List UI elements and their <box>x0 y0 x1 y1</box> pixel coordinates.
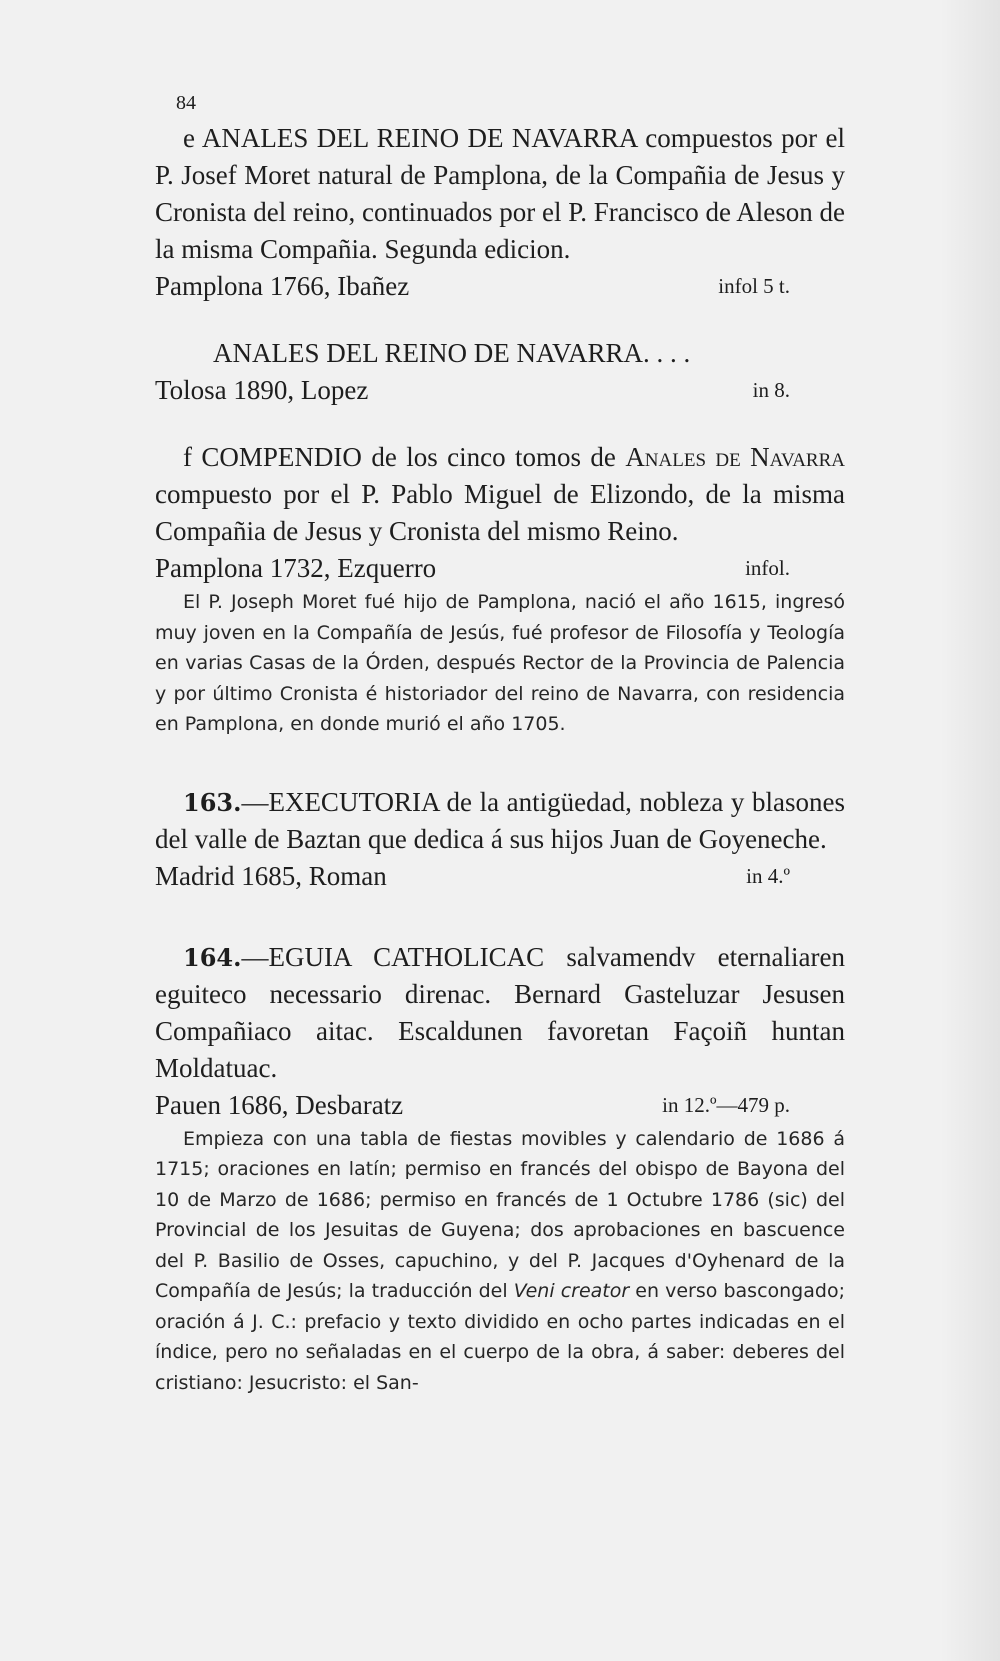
imprint-place-date: Pamplona 1732, Ezquerro <box>155 553 437 583</box>
imprint-place-date: Pauen 1686, Desbaratz <box>155 1089 404 1120</box>
entry-title-text: ANALES DEL REINO DE NAVARRA compuestos por el P. Josef Moret natural de Pamplona, de la Compañia de Jesus y Cronista del reino, continuados por el P. Francisco de Aleson de la misma Compañia. Segunda edicion. <box>155 123 845 264</box>
entry-anales-tolosa <box>155 335 845 409</box>
entry-body <box>155 439 845 550</box>
format: in 4.º <box>746 863 790 888</box>
note-text: El P. Joseph Moret fué hijo de Pamplona, nació el año 1615, ingresó muy joven en la Compañía de Jesús, fué profesor de Filosofía y Teología en varias Casas de la Órden, después Rector de la Provincia de Palencia y por último Cronista é historiador del reino de Navarra, con residencia en Pamplona, en donde murió el año 1705. <box>155 591 845 735</box>
entry-e <box>155 120 845 305</box>
entry-title-text: —EXECUTORIA de la antigüedad, nobleza y blasones del valle de Baztan que dedica á sus hijos Juan de Goyeneche. <box>155 786 845 854</box>
imprint-line <box>155 1087 845 1124</box>
entry-title-text: ANALES DEL REINO DE NAVARRA. . . . <box>213 338 691 368</box>
imprint-place-date: Tolosa 1890, Lopez <box>155 375 369 405</box>
format: infol 5 t. <box>718 274 790 298</box>
entry-title-text: COMPENDIO de los cinco tomos de <box>201 442 616 472</box>
entry-title-text-cont: compuesto por el P. Pablo Miguel de Elizondo, de la misma Compañia de Jesus y Cronista del mismo Reino. <box>155 479 845 546</box>
imprint-line <box>155 372 845 409</box>
entry-title-text: —EGUIA CATHOLICAC salvamendv eternaliaren eguiteco necessario direnac. Bernard Gasteluzar Jesusen Compañiaco aitac. Escaldunen favoretan Façoiñ huntan Moldatuac. <box>155 941 845 1083</box>
note-text: Empieza con una tabla de fiestas movibles y calendario de 1686 á 1715; oraciones en latín; permiso en francés del obispo de Bayona del 10 de Marzo de 1686; permiso en francés de 1 Octubre 1786 (sic) del Provincial de los Jesuitas de Guyena; dos aprobaciones en bascuence del P. Basilio de Osses, capuchino, y del P. Jacques d'Oyhenard de la Compañía de Jesús; la traducción del <box>155 1127 845 1302</box>
format: infol. <box>745 556 790 580</box>
format: in 12.º—479 p. <box>662 1092 790 1117</box>
entry-f <box>155 439 845 740</box>
entry-note <box>155 587 845 740</box>
imprint-line <box>155 268 845 305</box>
entry-body <box>155 335 845 372</box>
imprint-line <box>155 550 845 587</box>
entry-body <box>155 784 845 858</box>
entry-body <box>155 120 845 268</box>
imprint-place-date: Pamplona 1766, Ibañez <box>155 271 410 301</box>
small-caps-title: Anales de Navarra <box>625 442 845 472</box>
imprint-line <box>155 858 845 895</box>
text-column <box>155 120 845 1398</box>
entry-marker: e <box>183 123 195 153</box>
entry-number: 164. <box>183 942 242 972</box>
note-text-cont: en verso bascongado; oración á J. C.: prefacio y texto dividido en ocho partes indicadas en el índice, pero no señaladas en el cuerpo de la obra, á saber: deberes del cristiano: Jesucristo: el San- <box>155 1280 845 1394</box>
entry-note <box>155 1124 845 1399</box>
italic-title: Veni creator <box>513 1280 630 1302</box>
entry-number: 163. <box>183 787 242 817</box>
entry-164 <box>155 939 845 1399</box>
imprint-place-date: Madrid 1685, Roman <box>155 860 387 891</box>
format: in 8. <box>752 378 790 402</box>
entry-marker: f <box>183 442 192 472</box>
page-number: 84 <box>176 92 196 114</box>
entry-body <box>155 939 845 1087</box>
entry-163 <box>155 784 845 895</box>
